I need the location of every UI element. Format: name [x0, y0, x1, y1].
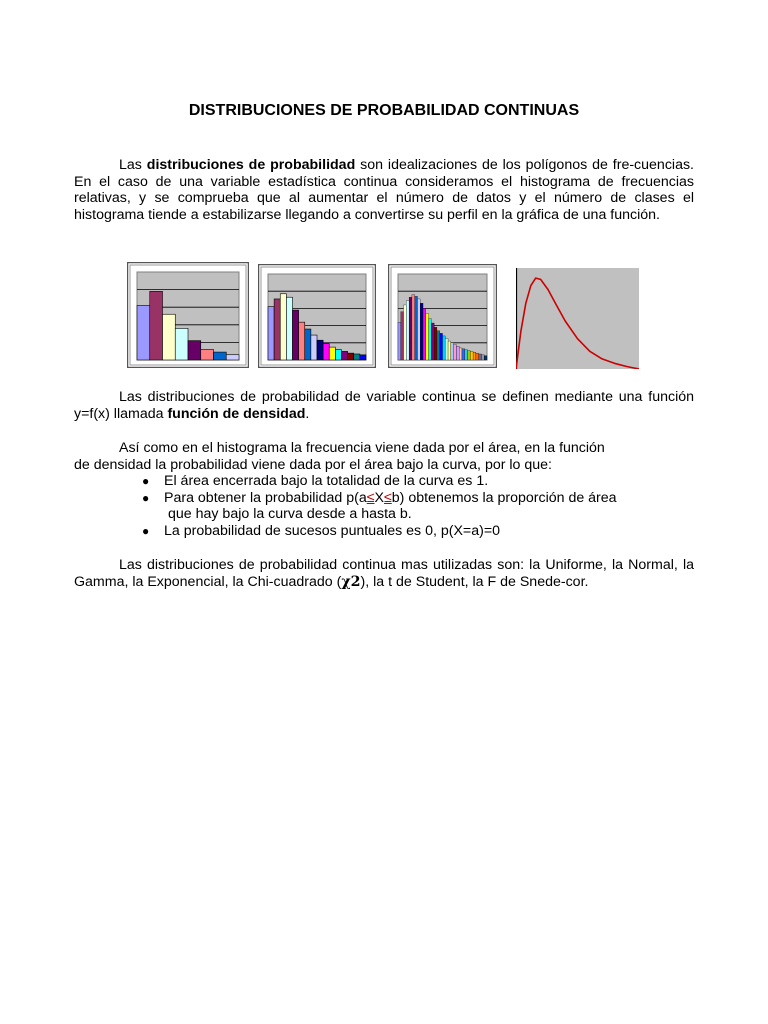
histogram-bar — [398, 322, 401, 360]
paragraph-distributions — [74, 557, 694, 590]
histogram-bar — [360, 355, 366, 360]
histogram-bar — [484, 356, 487, 360]
histogram-bar — [311, 335, 317, 360]
histogram-32-bins — [388, 264, 497, 368]
area-line-1: Así como en el histograma la frecuencia viene dada por el área, en la función — [119, 440, 605, 456]
list-item-text: La probabilidad de sucesos puntuales es 0, p(X=a)=0 — [164, 522, 501, 539]
histogram-bar — [163, 314, 176, 360]
list-item — [74, 490, 694, 523]
histogram-bar — [305, 329, 311, 360]
histogram-bar — [437, 331, 440, 360]
distributions-post: ), la t de Student, la F de Snede-cor. — [360, 573, 589, 590]
histogram-bar — [445, 339, 448, 361]
histogram-bar — [468, 351, 471, 360]
histogram-bar — [214, 352, 227, 360]
paragraph-intro — [74, 157, 694, 223]
histogram-bar — [354, 354, 360, 360]
area-line-2: de densidad la probabilidad viene dada por el área bajo la curva, por lo que: — [74, 456, 552, 473]
list-item — [74, 473, 694, 490]
histogram-bar — [268, 307, 274, 360]
histogram-bar — [406, 301, 409, 360]
paragraph-area — [74, 440, 694, 473]
histogram-bar — [335, 350, 341, 360]
density-curve — [516, 268, 639, 369]
histogram-bar — [280, 294, 286, 360]
list-item-continuation: que hay bajo la curva desde a hasta b. — [168, 506, 412, 522]
histogram-bar — [293, 310, 299, 360]
list-item-text: Para obtener la probabilidad p(a — [164, 489, 367, 506]
histogram-bar — [431, 323, 434, 360]
chi-square-symbol: χ2 — [341, 573, 361, 590]
histogram-bar — [481, 355, 484, 360]
plot-area — [516, 268, 639, 369]
histogram-bar — [459, 348, 462, 360]
histogram-bar — [456, 346, 459, 360]
density-pre: Las distribuciones de probabilidad de variable continua se definen mediante una función y=f(x) llamada — [74, 389, 694, 422]
histogram-bar — [404, 305, 407, 360]
list-item-text: X — [374, 489, 384, 506]
histogram-bar — [454, 345, 457, 360]
list-item-text: El área encerrada bajo la totalidad de la curva es 1. — [164, 473, 489, 489]
histogram-bar — [473, 352, 476, 360]
property-list — [74, 473, 694, 539]
histogram-bar — [476, 353, 479, 360]
histogram-bar — [175, 328, 188, 360]
distributions-pre: Las distribuciones de probabilidad continua mas utilizadas son: la Uniforme, la Normal, la Gamma, la Exponencial, la Chi-cuadrado ( — [74, 557, 694, 590]
histogram-bar — [465, 350, 468, 360]
list-item — [74, 523, 694, 540]
histogram-bar — [342, 351, 348, 360]
histogram-bar — [420, 303, 423, 360]
histogram-bar — [317, 340, 323, 360]
histogram-bar — [201, 349, 214, 360]
histogram-bar — [401, 312, 404, 360]
bullet-icon: ● — [142, 474, 150, 488]
bullet-icon: ● — [142, 490, 150, 505]
histogram-bar — [417, 299, 420, 360]
histogram-bar — [451, 343, 454, 360]
histogram-bar — [348, 353, 354, 360]
histogram-bar — [412, 295, 415, 360]
histogram-bar — [470, 351, 473, 360]
histogram-bar — [479, 354, 482, 360]
histogram-bar — [329, 347, 335, 360]
histogram-bar — [440, 333, 443, 360]
intro-rest: son idealizaciones de los polígonos de fre-cuencias. En el caso de una variable estadística continua consideramos el histograma de frecuencias relativas, y se comprueba que al aumentar el número de datos y el número de clases el histograma tiende a estabilizarse llegando a convertirse su perfil en la gráfica de una función. — [74, 157, 694, 223]
histogram-8-bins — [127, 262, 249, 368]
density-bold-term: función de densidad — [167, 405, 306, 422]
paragraph-density — [74, 389, 694, 422]
bullet-icon: ● — [142, 523, 150, 538]
histogram-bar — [434, 327, 437, 360]
histogram-bar — [426, 314, 429, 360]
histogram-bar — [448, 341, 451, 360]
histogram-bar — [423, 308, 426, 360]
histogram-16-bins — [258, 264, 376, 368]
leq-symbol: ≤ — [366, 489, 375, 506]
intro-bold-term: distribuciones de probabilidad — [146, 157, 356, 173]
leq-symbol: ≤ — [383, 489, 392, 506]
histogram-bar — [415, 296, 418, 360]
histogram-bar — [409, 297, 412, 360]
page-title: DISTRIBUCIONES DE PROBABILIDAD CONTINUAS — [188, 102, 580, 119]
list-item-text: b) obtenemos la proporción de área — [391, 489, 617, 506]
histogram-bar — [226, 355, 239, 360]
histogram-bar — [150, 291, 163, 360]
histogram-bar — [323, 344, 329, 360]
density-post: . — [305, 405, 310, 422]
histogram-bar — [299, 322, 305, 360]
intro-lead: Las — [119, 157, 142, 173]
histogram-bar — [462, 349, 465, 360]
histogram-bar — [137, 305, 150, 360]
histogram-bar — [429, 319, 432, 360]
histogram-bar — [286, 297, 292, 360]
histogram-bar — [443, 336, 446, 360]
histogram-bar — [188, 341, 201, 360]
histogram-bar — [274, 299, 280, 360]
